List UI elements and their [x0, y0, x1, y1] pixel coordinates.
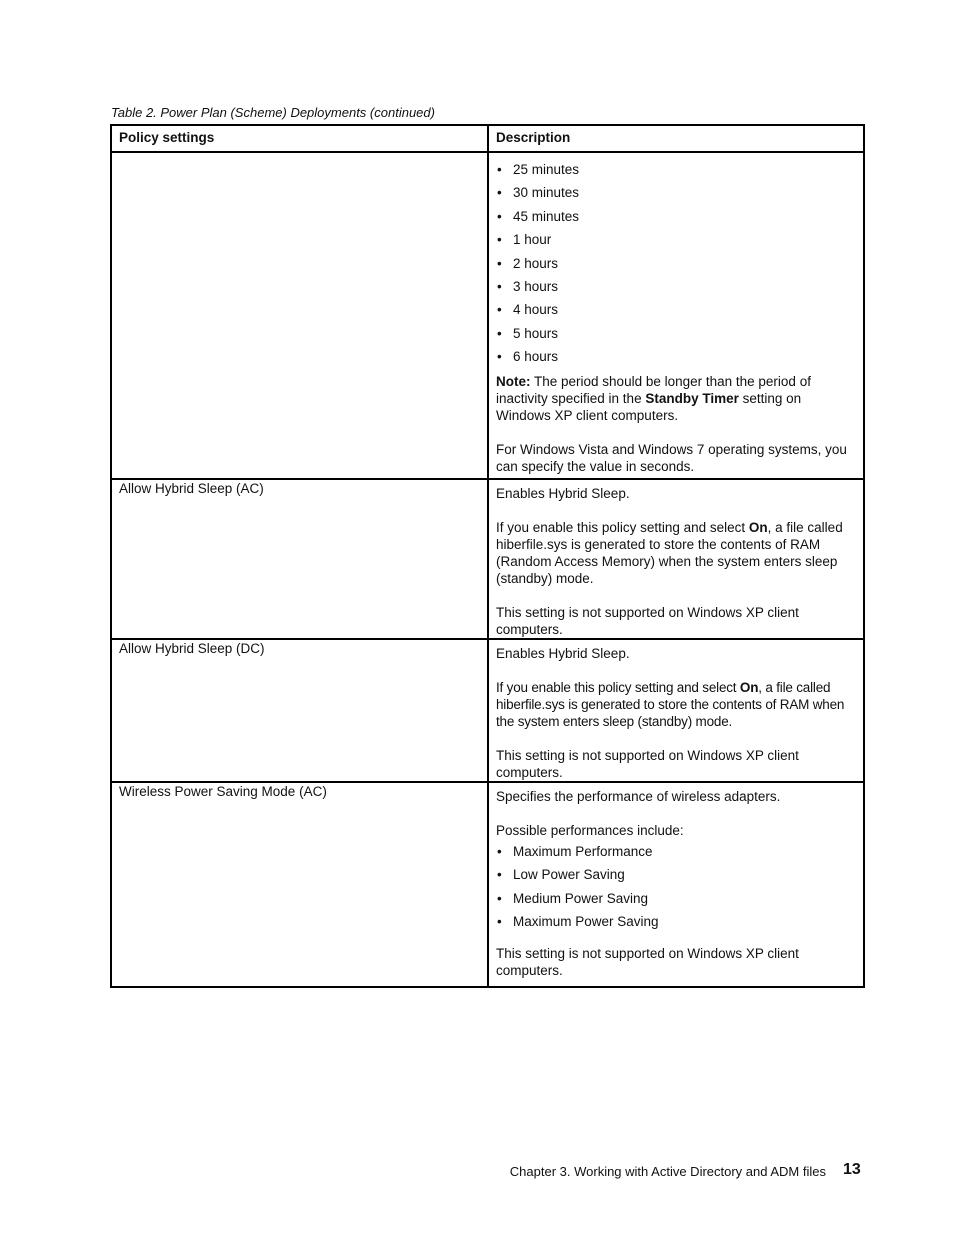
policy-cell-empty	[111, 152, 488, 479]
description-cell	[488, 479, 864, 639]
list-item: • 25 minutes	[496, 158, 856, 181]
list-item: • Maximum Performance	[496, 840, 856, 863]
list-item: • 3 hours	[496, 275, 856, 298]
list-item: • 30 minutes	[496, 181, 856, 204]
table-header-row	[111, 125, 864, 152]
not-supported-text: This setting is not supported on Windows XP client computers.	[496, 748, 799, 780]
performance-list	[496, 840, 856, 934]
policy-cell: Wireless Power Saving Mode (AC)	[111, 782, 488, 987]
standby-timer-term: Standby Timer	[645, 390, 739, 406]
note-paragraph	[496, 373, 856, 424]
not-supported-text: This setting is not supported on Windows XP client computers.	[496, 605, 799, 637]
description-cell	[488, 639, 864, 782]
policy-cell: Allow Hybrid Sleep (AC)	[111, 479, 488, 639]
header-policy-settings: Policy settings	[111, 125, 488, 152]
paragraph-text: , a file called hiberfile.sys is generated to store the contents of RAM (Random Access Memory) when the system enters sleep (standby) mode.	[496, 520, 843, 586]
power-plan-table	[110, 124, 865, 988]
possible-text: Possible performances include:	[496, 823, 684, 838]
list-item: • 6 hours	[496, 345, 856, 368]
policy-cell: Allow Hybrid Sleep (DC)	[111, 639, 488, 782]
table-row	[111, 782, 864, 987]
list-item: • 4 hours	[496, 298, 856, 321]
list-item: • Medium Power Saving	[496, 887, 856, 910]
if-enable-paragraph	[496, 519, 856, 587]
enables-text: Enables Hybrid Sleep.	[496, 486, 630, 501]
list-item: • Maximum Power Saving	[496, 910, 856, 933]
if-enable-paragraph	[496, 679, 856, 730]
list-item: • 2 hours	[496, 252, 856, 275]
list-item: • 45 minutes	[496, 205, 856, 228]
note-text: setting on Windows XP client computers.	[496, 390, 802, 423]
duration-list	[496, 158, 856, 369]
enables-text: Enables Hybrid Sleep.	[496, 646, 630, 661]
table-row	[111, 479, 864, 639]
list-item: • 5 hours	[496, 322, 856, 345]
on-term: On	[739, 680, 759, 695]
description-cell	[488, 152, 864, 479]
paragraph-text: If you enable this policy setting and select	[496, 520, 749, 535]
not-supported-text: This setting is not supported on Windows XP client computers.	[496, 945, 799, 978]
page-number: 13	[843, 1161, 861, 1178]
list-item: • 1 hour	[496, 228, 856, 251]
list-item: • Low Power Saving	[496, 863, 856, 886]
table-row	[111, 639, 864, 782]
description-cell	[488, 782, 864, 987]
paragraph-text: , a file called hiberfile.sys is generated to store the contents of RAM when the system enters sleep (standby) mode.	[496, 680, 845, 729]
table-row	[111, 152, 864, 479]
note-text: The period should be longer than the period of inactivity specified in the	[496, 373, 811, 406]
on-term: On	[748, 520, 768, 535]
header-description: Description	[488, 125, 864, 152]
footer-chapter: Chapter 3. Working with Active Directory and ADM files	[509, 1164, 826, 1179]
specifies-text: Specifies the performance of wireless adapters.	[496, 789, 781, 804]
vista-paragraph: For Windows Vista and Windows 7 operating systems, you can specify the value in seconds.	[496, 441, 847, 474]
note-label: Note:	[496, 373, 531, 389]
paragraph-text: If you enable this policy setting and select	[496, 680, 740, 695]
table-caption: Table 2. Power Plan (Scheme) Deployments (continued)	[111, 105, 435, 120]
